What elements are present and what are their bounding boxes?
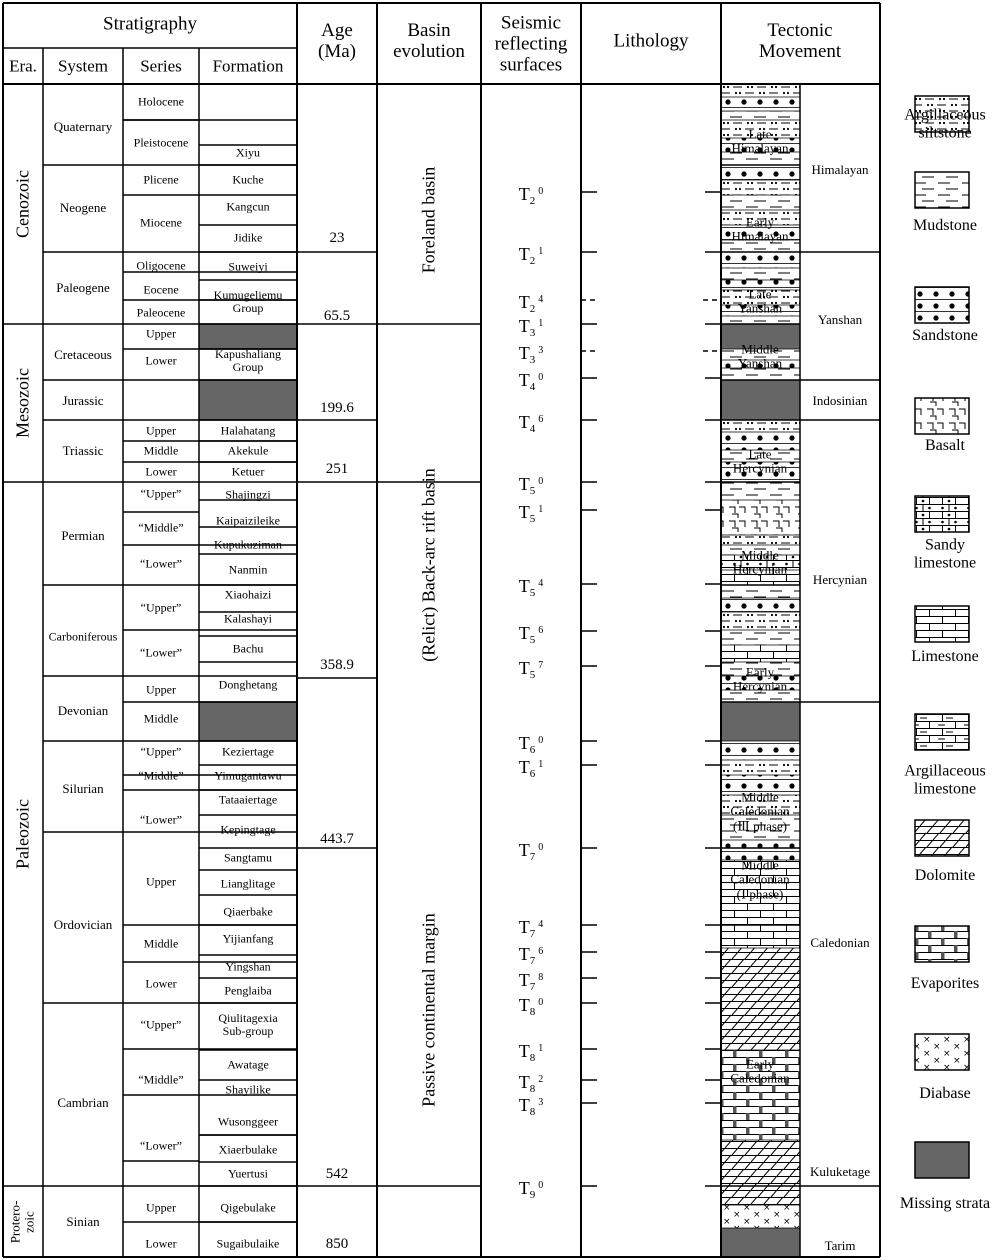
series-label: “Middle” [138, 1072, 184, 1087]
seismic-surface-label: $T_7^8$ [518, 969, 544, 994]
lithology-layer [721, 252, 800, 268]
seismic-surface-label: $T_9^0$ [518, 1177, 544, 1202]
series-label: Middle [143, 936, 179, 951]
legend-label: Diabase [919, 1085, 971, 1103]
system-label: Permian [61, 527, 105, 543]
missing-strata-fill [199, 324, 297, 349]
formation-label: Suweiyi [228, 259, 268, 274]
seismic-surface-label: $T_8^0$ [518, 994, 544, 1019]
legend-swatch [915, 820, 969, 856]
series-label: Upper [146, 326, 176, 341]
series-label: Oligocene [136, 258, 186, 273]
formation-header: Formation [212, 56, 284, 76]
age-value: 542 [325, 1165, 349, 1182]
legend-label: Argillaceous limestone [904, 762, 986, 797]
lithology-layer [721, 268, 800, 280]
formation-label: Kangcun [226, 199, 270, 214]
system-label: Neogene [59, 199, 107, 215]
lithology-layer [721, 925, 800, 948]
age-value: 251 [325, 460, 349, 477]
tectonic-cycle-label: Hercynian [812, 571, 868, 587]
seismic-header: Seismic reflecting surfaces [494, 12, 568, 76]
lithology-layer [721, 180, 800, 195]
series-header: Series [140, 56, 182, 76]
legend-label: Basalt [925, 437, 965, 455]
lithology-layer [721, 645, 800, 662]
series-label: “Lower” [140, 812, 182, 827]
formation-label: Qiulitagexia Sub-group [218, 1010, 278, 1038]
formation-label: Nanmin [228, 562, 268, 577]
lithology-layer [721, 380, 800, 420]
lithology-layer [721, 420, 800, 432]
age-value: 358.9 [320, 656, 354, 673]
era-label: Cenozoic [12, 170, 33, 238]
formation-label: Penglaiba [224, 983, 272, 998]
formation-label: Sangtamu [224, 850, 272, 865]
era-label: Paleozoic [12, 799, 33, 869]
formation-label: Jidike [233, 230, 263, 245]
formation-label: Shayilike [225, 1082, 271, 1097]
formation-label: Donghetang [218, 677, 278, 692]
tectonic-phase-label: Late Hercynian [732, 446, 788, 476]
formation-label: Kalashayi [224, 611, 272, 626]
tectonic-phase-label: Late Himalayan [731, 126, 789, 156]
legend-swatch [915, 1142, 969, 1178]
legend-label: Sandstone [912, 327, 978, 345]
legend-swatch [915, 714, 969, 750]
series-label: “Lower” [140, 645, 182, 660]
seismic-surface-label: $T_8^3$ [518, 1094, 544, 1119]
lithology-layer [721, 195, 800, 210]
seismic-surface-label: $T_5^4$ [518, 575, 544, 600]
seismic-surface-label: $T_6^1$ [518, 756, 544, 781]
formation-label: Xiaohaizi [224, 587, 272, 602]
system-header: System [57, 56, 109, 76]
tectonic-phase-label: Late Yanshan [737, 286, 783, 316]
formation-label: Yijianfang [222, 931, 274, 946]
basin-stage-label: Passive continental margin [418, 913, 439, 1107]
tectonic-phase-label: Early Hercynian [732, 664, 788, 694]
series-label: Miocene [140, 215, 182, 230]
tectonic-phase-label: Early Caledonian [730, 1056, 790, 1086]
basin-stage-label: (Relict) Back-arc rift basin [418, 468, 439, 662]
series-label: Lower [145, 1236, 177, 1251]
era-label: Protero- zoic [7, 1200, 37, 1244]
series-label: “Upper” [140, 486, 182, 501]
lithology-layer [721, 1186, 800, 1205]
lithology-layer [721, 165, 800, 180]
system-label: Silurian [62, 780, 104, 796]
formation-label: Akekule [227, 443, 269, 458]
legend-label: Evaporites [910, 975, 980, 993]
series-label: “Middle” [138, 520, 184, 535]
legend-label: Dolomite [914, 867, 976, 885]
lithology-layer [721, 97, 800, 111]
missing-strata-fill [199, 702, 297, 741]
formation-label: Sugaibulaike [216, 1236, 280, 1251]
lithology-layer [721, 612, 800, 630]
system-label: Triassic [62, 442, 104, 458]
lithology-layer [721, 1228, 800, 1257]
era-header: Era. [9, 56, 37, 76]
series-label: Paleocene [136, 305, 186, 320]
formation-label: Kaipaizileike [216, 513, 280, 528]
seismic-surface-label: $T_3^1$ [518, 315, 544, 340]
seismic-surface-label: $T_3^3$ [518, 342, 544, 367]
tectonic-cycle-label: Caledonian [810, 934, 870, 950]
age-value: 850 [325, 1235, 349, 1252]
formation-label: Yingshan [225, 959, 271, 974]
formation-label: Qigebulake [220, 1200, 276, 1215]
seismic-surface-label: $T_5^7$ [518, 657, 544, 682]
seismic-surface-label: $T_7^4$ [518, 916, 544, 941]
seismic-surface-label: $T_7^0$ [518, 839, 544, 864]
legend-swatch [915, 606, 969, 642]
series-label: “Middle” [138, 768, 184, 783]
formation-label: Ketuer [231, 464, 265, 479]
seismic-surface-label: $T_2^1$ [518, 243, 544, 268]
system-label: Sinian [66, 1213, 100, 1229]
seismic-surface-label: $T_5^0$ [518, 473, 544, 498]
lithology-layer [721, 1140, 800, 1186]
legend-swatch [915, 1034, 969, 1070]
tectonic-phase-label: Middle Hercynian [732, 547, 788, 577]
formation-label: Shajingzi [225, 487, 271, 502]
seismic-surface-label: $T_5^1$ [518, 501, 544, 526]
formation-label: Awatage [227, 1057, 269, 1072]
series-label: Pleistocene [133, 135, 189, 150]
stratigraphy-header: Stratigraphy [103, 13, 197, 35]
system-label: Jurassic [62, 392, 104, 408]
series-label: Eocene [143, 282, 179, 297]
seismic-surface-label: $T_4^6$ [518, 411, 544, 436]
system-label: Ordovician [53, 916, 113, 932]
seismic-surface-label: $T_7^6$ [518, 943, 544, 968]
tectonic-cycle-label: Himalayan [811, 161, 869, 177]
system-label: Quaternary [53, 118, 113, 134]
tectonic-cycle-label: Yanshan [817, 311, 863, 327]
formation-label: Kupukuziman [214, 537, 282, 552]
series-label: “Upper” [140, 600, 182, 615]
system-label: Carboniferous [48, 629, 118, 644]
legend-label: Missing strata [899, 1195, 991, 1213]
lithology-layer [721, 741, 800, 760]
seismic-surface-label: $T_8^1$ [518, 1040, 544, 1065]
series-label: “Lower” [140, 1138, 182, 1153]
seismic-surface-label: $T_2^0$ [518, 183, 544, 208]
legend-label: Limestone [911, 648, 979, 666]
formation-label: Yuertusi [228, 1166, 268, 1181]
seismic-surface-label: $T_6^0$ [518, 732, 544, 757]
series-label: Lower [145, 976, 177, 991]
series-label: Lower [145, 353, 177, 368]
legend-label: Argillaceous siltstone [904, 106, 986, 141]
formation-label: Xiaerbulake [218, 1142, 278, 1157]
formation-label: Wusonggeer [217, 1114, 279, 1129]
system-label: Paleogene [56, 279, 110, 295]
lithology-layer [721, 535, 800, 545]
series-label: “Upper” [140, 744, 182, 759]
lithology-layer [721, 500, 800, 535]
series-label: “Lower” [140, 556, 182, 571]
lithology-layer [721, 702, 800, 741]
seismic-surface-label: $T_8^2$ [518, 1071, 544, 1096]
lithology-layer [721, 948, 800, 1050]
age-value: 199.6 [320, 399, 354, 416]
series-label: Upper [146, 1200, 176, 1215]
legend-label: Mudstone [913, 217, 977, 235]
tectonic-cycle-label: Tarim [824, 1237, 856, 1253]
lithology-layer [721, 316, 800, 324]
era-label: Mesozoic [12, 368, 33, 438]
formation-label: Qiaerbake [223, 904, 273, 919]
lithology-layer [721, 760, 800, 775]
formation-label: Tataaiertage [218, 792, 278, 807]
series-label: Middle [143, 443, 179, 458]
seismic-surface-label: $T_5^6$ [518, 622, 544, 647]
formation-label: Kapushaliang Group [215, 346, 281, 374]
series-label: Middle [143, 711, 179, 726]
seismic-surface-label: $T_4^0$ [518, 369, 544, 394]
series-label: Lower [145, 464, 177, 479]
formation-label: Kepingtage [220, 822, 276, 837]
seismic-surface-label: $T_2^4$ [518, 291, 544, 316]
series-label: Upper [146, 874, 176, 889]
formation-label: Keziertage [222, 744, 274, 759]
formation-label: Kuche [232, 172, 264, 187]
legend-swatch [915, 172, 969, 208]
age-value: 65.5 [323, 307, 351, 324]
system-label: Devonian [57, 702, 109, 718]
lithology-header: Lithology [613, 30, 689, 52]
series-label: Plicene [143, 172, 179, 187]
tectonic-phase-label: Middle Yanshan [737, 341, 783, 371]
lithology-layer [721, 1205, 800, 1228]
legend-swatch [915, 287, 969, 323]
tectonic-phase-label: Middle Caledonian (Ⅰ phase) [730, 857, 790, 902]
age-header: Age (Ma) [318, 20, 356, 62]
lithology-layer [721, 585, 800, 598]
series-label: “Upper” [140, 1017, 182, 1032]
lithology-layer [721, 482, 800, 500]
tectonic-cycle-label: Indosinian [812, 392, 868, 408]
tectonic-cycle-label: Kuluketage [810, 1163, 870, 1179]
system-label: Cambrian [57, 1094, 109, 1110]
lithology-layer [721, 598, 800, 612]
lithology-layer [721, 111, 800, 120]
series-label: Upper [146, 423, 176, 438]
lithology-layer [721, 84, 800, 97]
formation-label: Halahatang [220, 423, 276, 438]
series-label: Upper [146, 682, 176, 697]
legend-swatch [915, 496, 969, 532]
series-label: Holocene [138, 94, 184, 109]
tectonic-header: Tectonic Movement [758, 20, 842, 62]
age-value: 443.7 [320, 830, 354, 847]
tectonic-phase-label: Early Himalayan [731, 214, 789, 244]
formation-label: Bachu [232, 641, 264, 656]
formation-label: Xiyu [236, 145, 260, 160]
legend-swatch [915, 926, 969, 962]
missing-strata-fill [199, 380, 297, 420]
age-value: 23 [329, 229, 345, 246]
formation-label: Yimugantawu [214, 768, 282, 783]
system-label: Cretaceous [54, 346, 112, 362]
basin-header: Basin evolution [393, 20, 465, 62]
legend-swatch [915, 398, 969, 434]
lithology-layer [721, 630, 800, 645]
legend-label: Sandy limestone [913, 536, 977, 571]
formation-label: Kumugeliemu Group [213, 287, 283, 315]
formation-label: Lianglitage [220, 876, 276, 891]
basin-stage-label: Foreland basin [418, 166, 439, 274]
tectonic-phase-label: Middle Caledonian (Ⅲ phase) [730, 789, 790, 834]
